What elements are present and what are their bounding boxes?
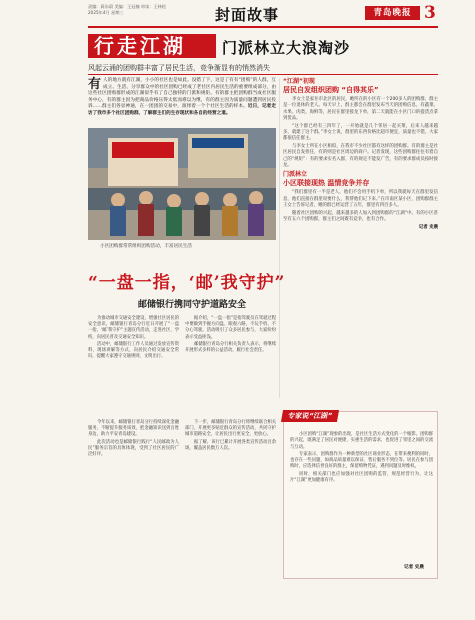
page-number: 3 <box>424 3 436 23</box>
paragraph: 李女士是家住市北区的居民，她所在的小区有一个200多人的团购群，群主是一位退休的老人。每天早上，群主都会在群里发布当天的团购信息，有蔬菜、水果、肉类、海鲜等，居民在群里接龙下单，第二天就能在小区门口的提货点拿到货品。 <box>283 97 438 122</box>
paragraph: 今年以来，邮储银行青岛分行持续深化金融服务，不断提升服务质效，把金融知识送到百姓身边，助力平安青岛建设。 <box>88 420 179 438</box>
headline-bar: 行走江湖 <box>88 34 216 58</box>
article-column <box>185 420 276 453</box>
paragraph: 活动中，邮储银行工作人员通过发放宣传资料、现场讲解等方式，向居民介绍交通安全常识，提醒大家遵守交通规则，文明出行。 <box>88 341 179 360</box>
paragraph: 为推动城市交通安全建设，增强社区居民的安全意识，邮储银行青岛分行近日开展了“一盘一指，‘邮’我守护”主题宣传活动，走进社区、学校，向居民普及交通安全知识。 <box>88 316 179 340</box>
paragraph: 下一步，邮储银行青岛分行将继续联合相关部门，开展更多贴近群众的宣传活动，共同守护城市道路安全，让居民出行更安全、更放心。 <box>185 420 276 438</box>
paragraph: 邮储银行青岛分行相关负责人表示，将继续开展形式多样的公益活动，履行社会责任。 <box>185 341 276 354</box>
header-meta-line: 2025年4月 星期三 <box>88 10 124 15</box>
expert-box <box>283 411 438 579</box>
column-divider <box>279 78 280 398</box>
header-rule <box>88 26 438 28</box>
expert-box-tag: 专家说“江湖” <box>281 410 339 422</box>
article-column <box>88 420 179 459</box>
paragraph: 同时，相关部门也应加强对社区团购的监管，规范经营行为，让这片“江湖”更加健康有序。 <box>290 471 433 484</box>
expert-box-byline: 记者 史晨 <box>404 565 424 570</box>
paragraph: 随着社区团购的兴起，越来越多的人加入到团购群的“江湖”中。有的小区甚至有五六个团购群，群主们之间既有竞争，也有合作。 <box>283 210 438 223</box>
headline-rule <box>88 74 438 75</box>
byline: 记者 史晨 <box>418 224 438 230</box>
lead-bold: 近日，记者走访了我市多个社区团购群，了解群主们的生存现状和各自的经营之道。 <box>88 104 276 116</box>
paragraph: “我们群里有一半是老人，他们不会用手机下单，所以我就每天在群里发信息，他们直接在群里说要什么，我帮他们记下来。”在市南区某小区，团购群群主王女士告诉记者，她的群已经运营了五年，群里有四百多人。 <box>283 190 438 209</box>
article-column <box>185 316 276 355</box>
expert-box-text <box>290 432 433 485</box>
newspaper-logo: 青岛晚报 <box>365 6 420 20</box>
right-title: 居民自发组织团购 “自得其乐” <box>283 86 379 94</box>
headline-main: 门派林立大浪淘沙 <box>222 39 351 57</box>
paragraph: 据介绍，“一盘一指”是指驾驶员在驾驶过程中要做到手握方向盘、眼观六路，不玩手机、不分心驾驶。活动吸引了众多居民参与，大家纷纷表示受益匪浅。 <box>185 316 276 340</box>
paragraph: 此次活动也是邮储银行践行“人民邮政为人民”服务宗旨的具体体现，受到了社区居民的广泛好评。 <box>88 439 179 458</box>
paragraph: 与李女士所在小区相似，在我市不少社区都有这样的团购群。有的群主是社区居民自发担任，有的则是社区周边的商户。记者发现，这些团购群往往有着自己的“规矩”：有的要求实名入群，有的规定不能发广告，有的要求群成员按时接龙。 <box>283 143 438 169</box>
header-meta-line: 责编：蒋东蔚 美编：王冠楠 审读：王林松 <box>88 4 167 9</box>
headline-sub: 风起云涌的团购群丰富了居民生活，竞争渐显有的悄然消失 <box>88 64 270 72</box>
right-subtitle: 小区联接现热 温情竞争并存 <box>283 179 370 188</box>
paragraph: 专家表示，团购群作为一种新型的社区商业形态，在带来便利的同时，也存在一些问题，如商品质量难以保证、售后服务不到位等。居民在参与团购时，应选择信誉良好的群主，保留购物凭证，遇到问题及时维权。 <box>290 451 433 470</box>
drop-cap: 有 <box>88 77 102 92</box>
lead-text: 人的地方就有江湖，小小的社区也是如此。没错了下，这是了有有“团购”的人群，互成立、生活、分享群众中的社区团购已经成了老社区内居民生活的重要组成部分，由这些社区团购群形成的江湖似乎有了自己独特的门派和规矩。有的群主把团购群当成社区服务中心，有的群主因为把商品价格压得太低而难以为继，有的群主因为质量问题遭到居民投诉……群主们各显神通，在一团团的交易中，演绎着一个个社区生活的样本。 <box>88 78 276 110</box>
right-kicker: “江湖”初现 <box>283 78 315 85</box>
header-meta <box>88 4 166 16</box>
paragraph: “这个群已经有三四年了，一开始就是几个邻居一起买菜，后来人越来越多，就建了这个群。”李女士说，群里的东西价格比超市便宜，质量也不错，大家都很信任群主。 <box>283 123 438 142</box>
photo-caption: 小区团购群常常组织团购活动，丰富居民生活 <box>100 244 192 249</box>
photo-illustration <box>88 128 276 240</box>
right-subhead: 门派林立 <box>283 171 308 179</box>
news-photo <box>88 128 276 240</box>
paragraph: 据了解，该行已累计开展各类宣传活动百余场，覆盖居民数万人次。 <box>185 439 276 451</box>
paragraph: 小区团购“江湖”现象的出现，是社区生活方式变化的一个缩影。团购群的兴起，既满足了居民对便捷、实惠生活的需求，也促进了邻里之间的交流与互动。 <box>290 432 433 450</box>
article-column <box>88 316 179 361</box>
section-title: 封面故事 <box>215 6 280 24</box>
headline2-sub: 邮储银行携同守护道路安全 <box>138 300 247 310</box>
right-column <box>283 78 438 231</box>
headline2-main: “一盘一指，‘邮’我守护” <box>88 273 286 293</box>
lead-paragraph <box>88 78 276 118</box>
